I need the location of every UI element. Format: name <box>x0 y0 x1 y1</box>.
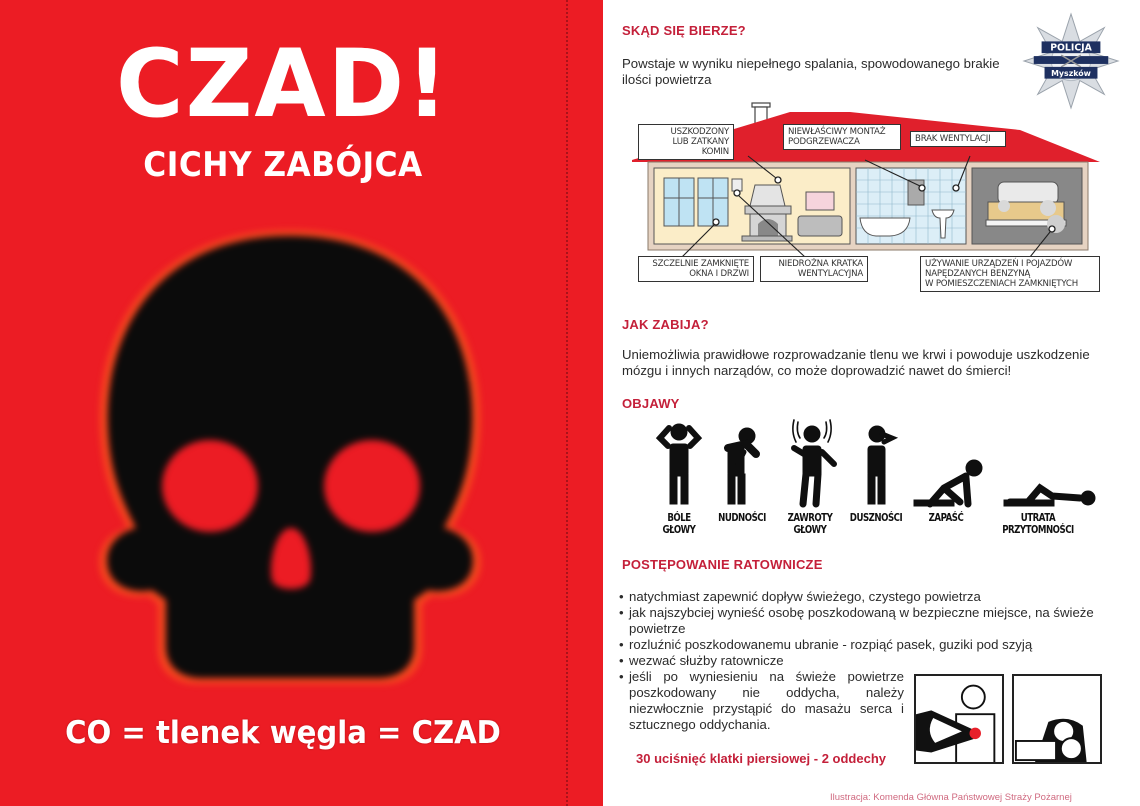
svg-text:Myszków: Myszków <box>1051 69 1091 79</box>
svg-text:POLICJA: POLICJA <box>1050 42 1092 54</box>
source-text-line2: ilości powietrza <box>622 72 712 87</box>
kill-text-line1: Uniemożliwia prawidłowe rozprowadzanie tlenu we krwi i powoduje uszkodzenie <box>622 347 1090 362</box>
co-formula-text: CO = tlenek węgla = CZAD <box>65 715 501 751</box>
heading-source: SKĄD SIĘ BIERZE? <box>622 23 746 38</box>
unconscious-figure-icon <box>1004 488 1095 506</box>
breathlessness-figure-icon <box>868 426 892 504</box>
kill-text-line2: mózgu i innych narządów, co może doprowadzić nawet do śmierci! <box>622 363 1012 378</box>
callout-sealed-windows: SZCZELNIE ZAMKNIĘTE OKNA I DRZWI <box>638 256 754 282</box>
rescue-step: • natychmiast zapewnić dopływ świeżego, czystego powietrza <box>619 589 1124 605</box>
police-star-badge-icon <box>1022 12 1120 110</box>
callout-gasoline-devices: UŻYWANIE URZĄDZEŃ I POJAZDÓW NAPĘDZANYCH BENZYNĄ W POMIESZCZENIACH ZAMKNIĘTYCH <box>920 256 1100 292</box>
symptom-breathlessness-label: DUSZNOŚCI <box>849 512 903 524</box>
skull-icon <box>92 228 488 684</box>
symptom-unconscious-label: UTRATA PRZYTOMNOŚCI <box>1002 512 1074 536</box>
source-text-line1: Powstaje w wyniku niepełnego spalania, spowodowanego brakie <box>622 56 1000 71</box>
symptom-nausea-label: NUDNOŚCI <box>718 512 766 524</box>
rescue-step: • wezwać służby ratownicze <box>619 653 1124 669</box>
heading-symptoms: OBJAWY <box>622 396 680 411</box>
heading-how-it-kills: JAK ZABIJA? <box>622 317 709 332</box>
symptom-headache-label: BÓLE GŁOWY <box>662 512 696 536</box>
callout-chimney: USZKODZONY LUB ZATKANY KOMIN <box>638 124 734 160</box>
dizziness-figure-icon <box>793 420 834 504</box>
cpr-ratio-note: 30 uciśnięć klatki piersiowej - 2 oddechy <box>636 751 886 766</box>
main-title: CZAD! <box>116 30 450 139</box>
symptom-dizziness-label: ZAWROTY GŁOWY <box>787 512 833 536</box>
callout-no-ventilation: BRAK WENTYLACJI <box>910 131 1006 147</box>
symptom-figures <box>648 418 1118 510</box>
heading-rescue: POSTĘPOWANIE RATOWNICZE <box>622 557 823 572</box>
callout-heater-installation: NIEWŁAŚCIWY MONTAŻ PODGRZEWACZA <box>783 124 901 150</box>
symptom-collapse-label: ZAPAŚĆ <box>928 512 964 524</box>
subtitle: CICHY ZABÓJCA <box>143 145 423 185</box>
collapse-figure-icon <box>914 460 982 506</box>
callout-blocked-vent: NIEDROŻNA KRATKA WENTYLACYJNA <box>760 256 868 282</box>
chest-compression-icon <box>914 674 1004 764</box>
fold-line <box>566 0 568 806</box>
rescue-step: • jak najszybciej wynieść osobę poszkodowaną w bezpieczne miejsce, na świeże powietrze <box>619 605 1124 637</box>
rescue-breathing-icon <box>1012 674 1102 764</box>
headache-figure-icon <box>660 424 698 504</box>
illustration-credit: Ilustracja: Komenda Główna Państwowej Straży Pożarnej <box>830 792 1072 803</box>
rescue-step: • rozluźnić poszkodowanemu ubranie - rozpiąć pasek, guziki pod szyją <box>619 637 1124 653</box>
rescue-step: • jeśli po wyniesieniu na świeże powietrze poszkodowany nie oddycha, należy niezwłocznie przystąpić do masażu serca i sztucznego oddychania. <box>619 669 904 733</box>
nausea-figure-icon <box>728 428 756 504</box>
